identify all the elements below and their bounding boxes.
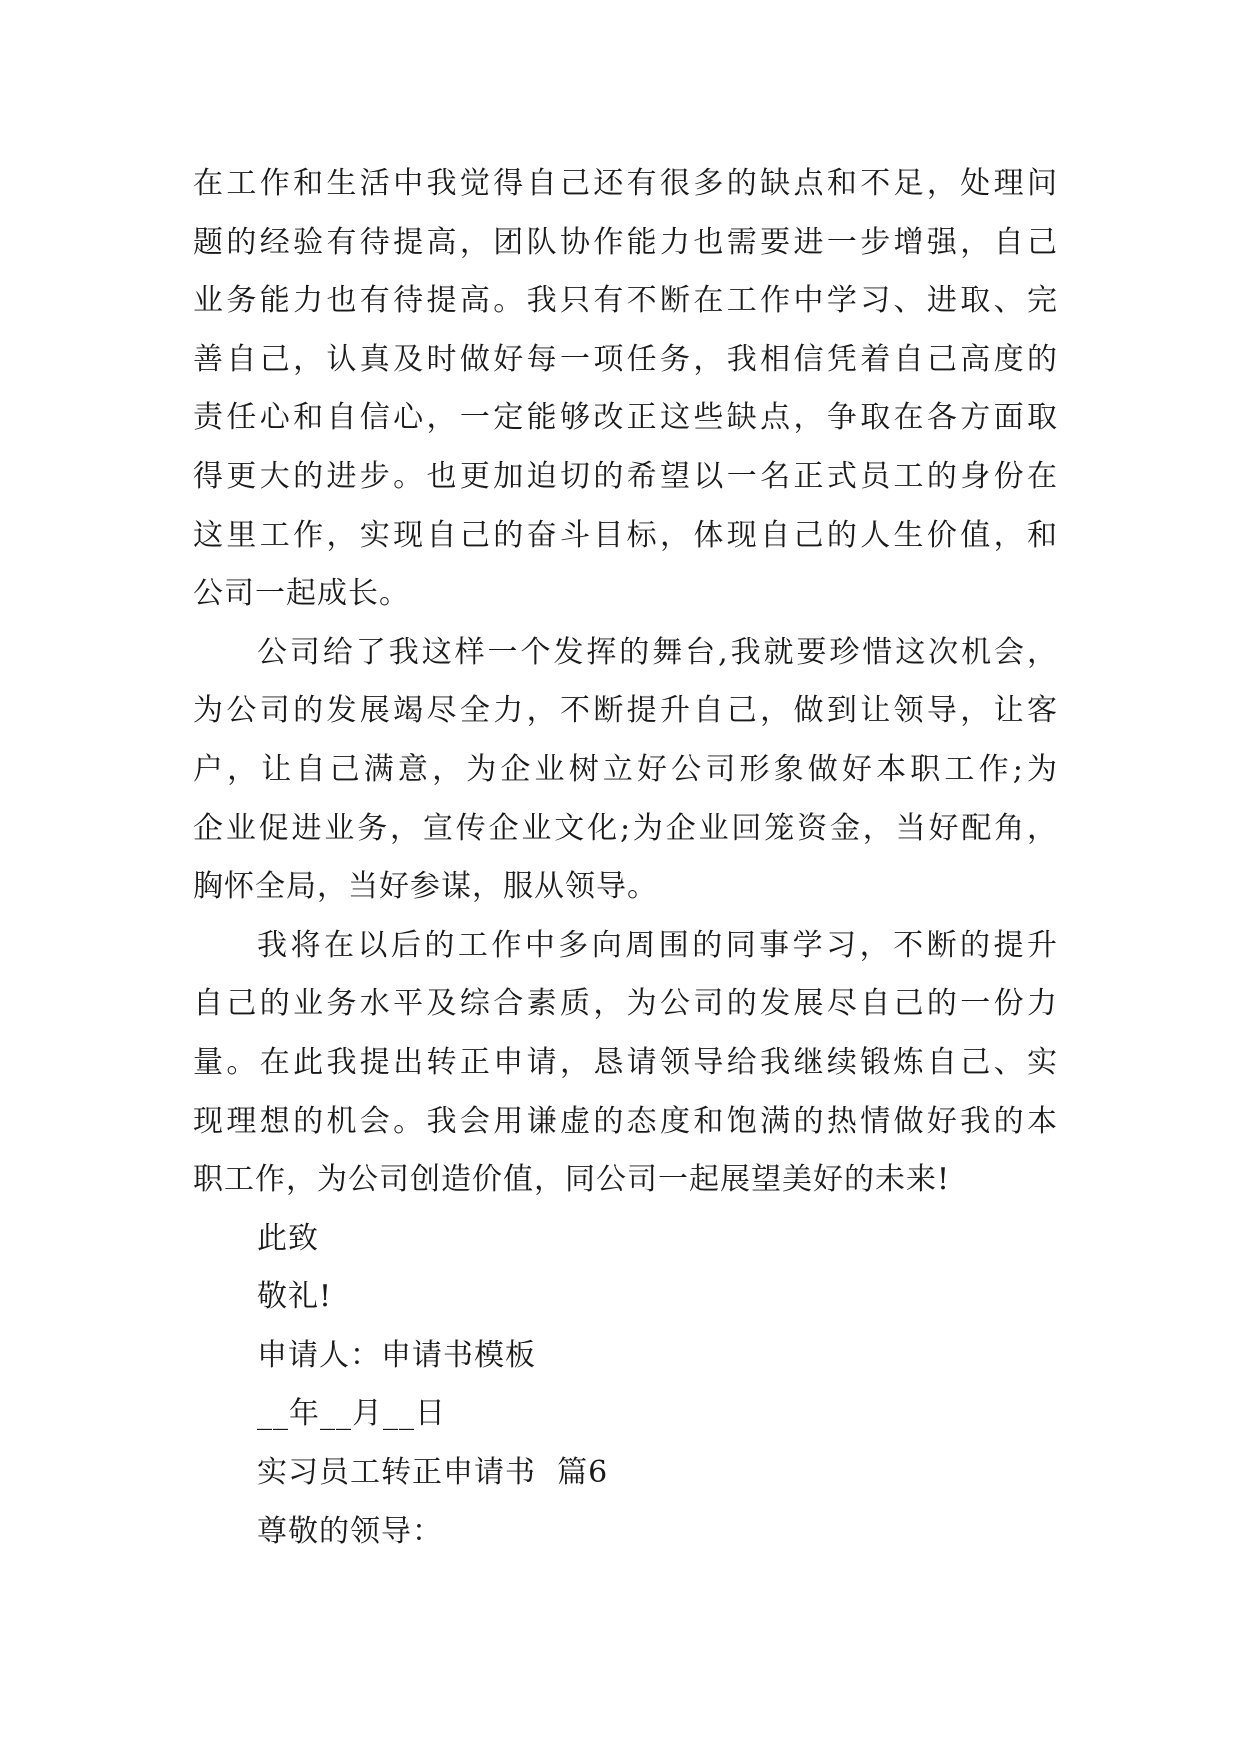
text-line: 题的经验有待提高，团队协作能力也需要进一步增强，自己 [193, 224, 1058, 260]
text-line: 这里工作，实现自己的奋斗目标，体现自己的人生价值，和 [193, 517, 1058, 553]
text-line: 实习员工转正申请书 篇6 [257, 1455, 609, 1491]
text-line: 得更大的进步。也更加迫切的希望以一名正式员工的身份在 [193, 458, 1058, 494]
text-line: 胸怀全局，当好参谋，服从领导。 [193, 869, 658, 905]
text-line: 户，让自己满意，为企业树立好公司形象做好本职工作;为 [193, 751, 1058, 787]
text-line: 在工作和生活中我觉得自己还有很多的缺点和不足，处理问 [193, 166, 1058, 201]
text-line: 量。在此我提出转正申请，恳请领导给我继续锻炼自己、实 [193, 1044, 1058, 1080]
text-line: 申请人：申请书模板 [257, 1337, 536, 1373]
text-line: 尊敬的领导： [257, 1513, 443, 1549]
text-line: 业务能力也有待提高。我只有不断在工作中学习、进取、完 [193, 283, 1058, 319]
text-line: 职工作，为公司创造价值，同公司一起展望美好的未来! [193, 1162, 951, 1198]
text-line: __年__月__日 [257, 1396, 446, 1432]
text-line: 公司给了我这样一个发挥的舞台,我就要珍惜这次机会， [257, 634, 1058, 670]
text-line: 敬礼! [257, 1279, 333, 1315]
document-page [193, 155, 1058, 1561]
text-line: 自己的业务水平及综合素质，为公司的发展尽自己的一份力 [193, 986, 1058, 1022]
text-line: 企业促进业务，宣传企业文化;为企业回笼资金，当好配角， [193, 810, 1058, 846]
text-line: 此致 [257, 1220, 319, 1256]
text-line: 我将在以后的工作中多向周围的同事学习，不断的提升 [257, 927, 1058, 963]
text-line: 现理想的机会。我会用谦虚的态度和饱满的热情做好我的本 [193, 1103, 1058, 1139]
text-line: 责任心和自信心，一定能够改正这些缺点，争取在各方面取 [193, 400, 1058, 436]
text-line: 为公司的发展竭尽全力，不断提升自己，做到让领导，让客 [193, 693, 1058, 729]
text-line: 善自己，认真及时做好每一项任务，我相信凭着自己高度的 [193, 341, 1058, 377]
text-line: 公司一起成长。 [193, 576, 410, 612]
